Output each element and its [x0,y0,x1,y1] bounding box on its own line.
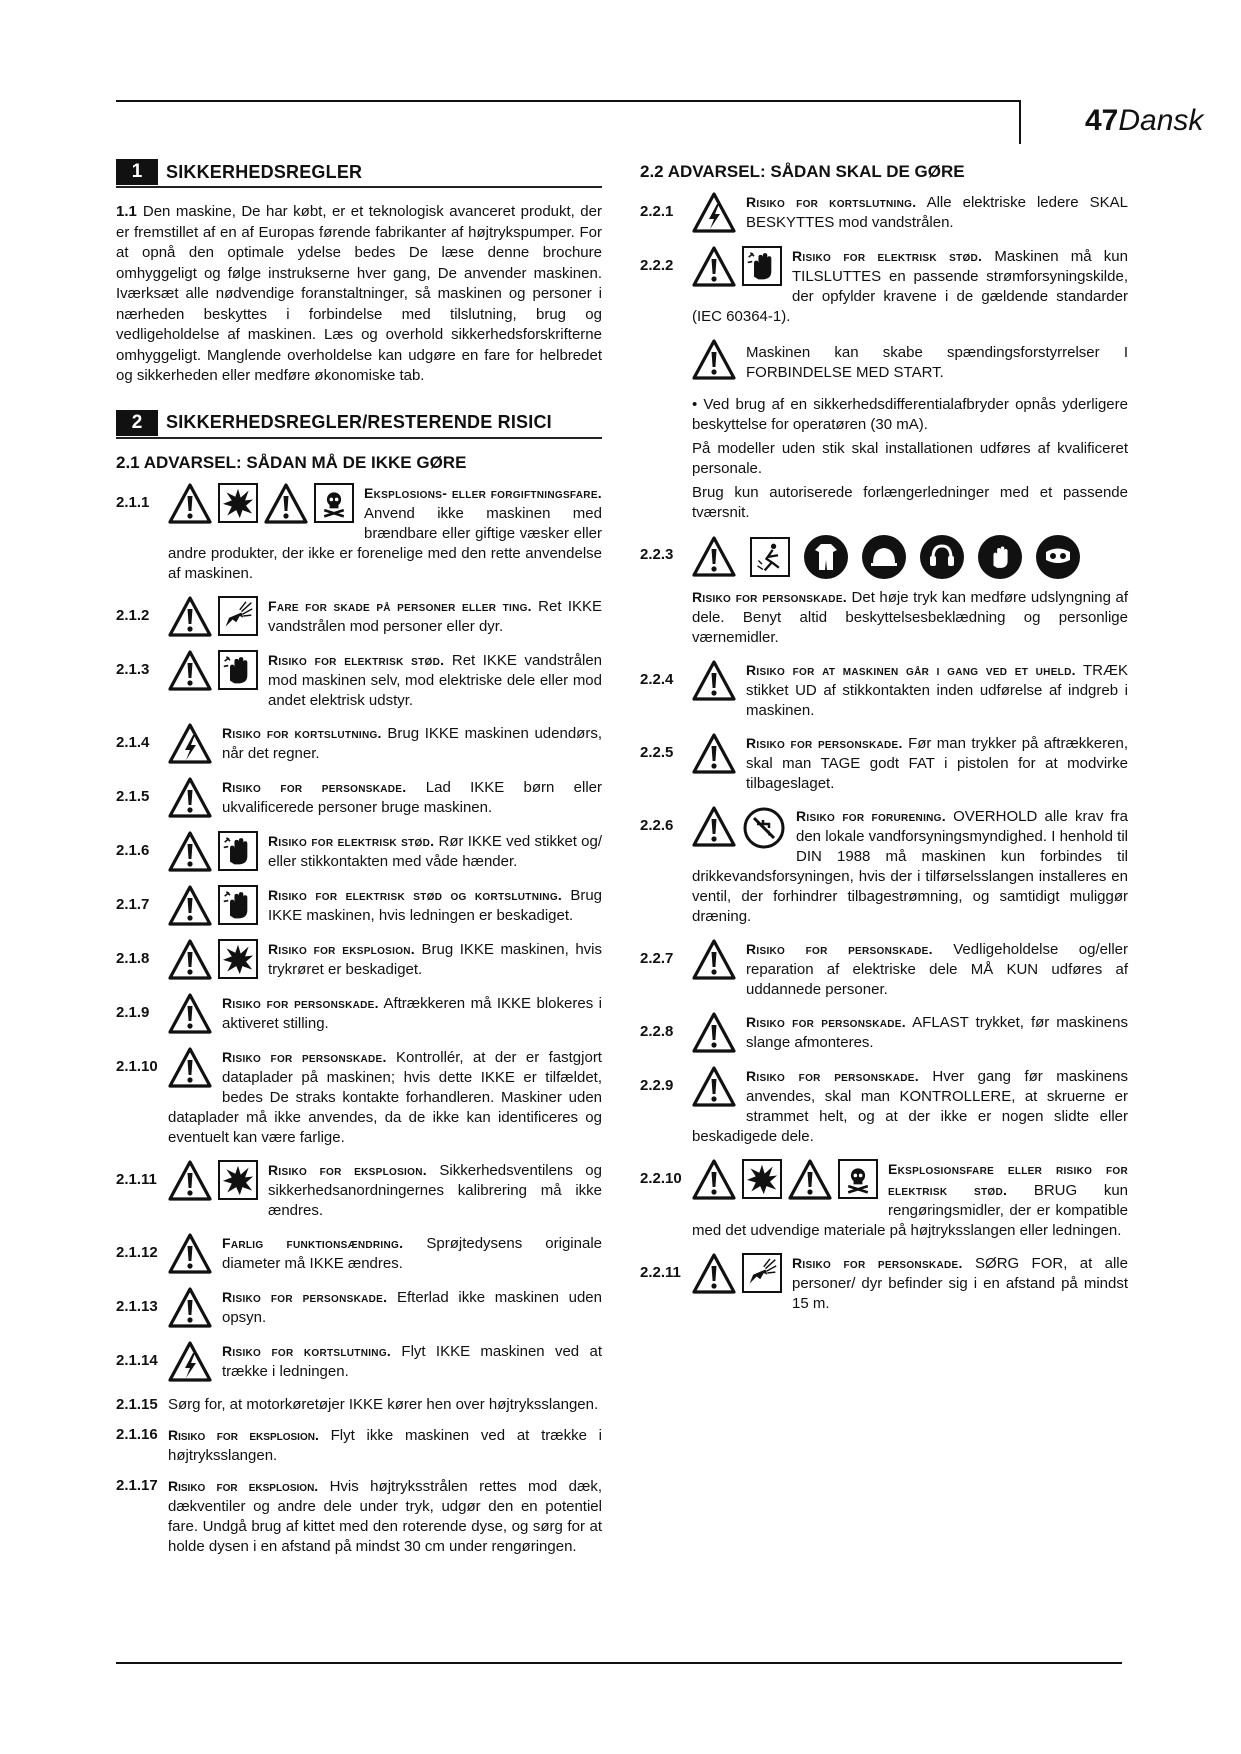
item-text: Rør IKKE ved stikket og/ eller stikkontakten med våde hænder. [268,832,602,870]
item-text: Alle elektriske ledere SKAL BESKYTTES mod vandstrålen. [746,194,1128,231]
plain-item [116,1425,602,1466]
warning-triangle-icon [692,939,736,981]
item-number: 2.1.5 [116,787,150,805]
left-column [116,158,602,1567]
warning-item [116,723,602,765]
warning-triangle-icon [264,483,308,525]
header-rule [116,100,1021,102]
note-line: På modeller uden stik skal installationen udføres af kvalificeret personale. [692,440,1128,477]
item-heading: Risiko for kortslutning. [746,194,917,210]
item-text: Sprøjtedysens originale diameter må IKKE ændres. [222,1234,602,1272]
no-drinking-water-icon [742,806,786,850]
voltage-note [640,339,1128,383]
item-heading: Risiko for personskade. [746,1068,919,1084]
item-text: Flyt IKKE maskinen ved at trække i ledningen. [222,1342,602,1380]
item-heading: Risiko for personskade. [222,1288,388,1305]
warning-triangle-icon [692,806,736,848]
item-heading: Risiko for eksplosion. [268,940,415,957]
item-number: 2.1.11 [116,1170,157,1188]
warning-triangle-icon [692,1066,736,1108]
item-number: 2.2.7 [640,950,674,967]
ppe-item [640,535,1128,648]
item-number: 2.1.9 [116,1003,150,1021]
warning-triangle-icon [168,1233,212,1275]
section-2-heading [116,409,602,439]
item-number: 2.2.8 [640,1023,674,1040]
warning-item [116,1160,602,1221]
intro-label: 1.1 [116,203,137,220]
item-number: 2.1.6 [116,841,150,859]
toxic-skull-icon [838,1159,878,1199]
warning-triangle-icon [168,650,212,692]
subsection-2-1-title: 2.1 ADVARSEL: SÅDAN MÅ DE IKKE GØRE [116,452,467,472]
warning-triangle-icon [168,596,212,638]
item-text: Flyt ikke maskinen ved at trække i højtryksslangen. [168,1426,603,1464]
warning-item [116,483,602,584]
item-number: 2.1.8 [116,949,150,967]
plain-item [116,1476,602,1557]
item-text: Før man trykker på aftrækkeren, skal man TAGE godt FAT i pistolen for at modvirke tilbageslaget. [746,735,1128,792]
item-heading: Risiko for kortslutning. [222,1342,392,1359]
warning-item [640,939,1128,1000]
electric-warning-icon [168,723,212,765]
item-number: 2.2.4 [640,671,674,688]
item-heading: Risiko for personskade. [222,778,407,795]
item-text: Hver gang før maskinens anvendes, skal man KONTROLLERE, at skruerne er strammet helt, og at der ikke er nogen slidte eller beskadigede dele. [692,1068,1128,1145]
warning-triangle-icon [788,1159,832,1201]
subsection-2-2-title: 2.2 ADVARSEL: SÅDAN SKAL DE GØRE [640,162,965,181]
item-number: 2.2.1 [640,203,674,220]
item-heading: Risiko for personskade. [746,735,903,751]
warning-triangle-icon [168,885,212,927]
electric-hand-icon [218,650,258,690]
note-line: Brug kun autoriserede forlængerledninger med et passende tværsnit. [692,484,1128,521]
warning-triangle-icon [692,1159,736,1201]
plain-item [116,1395,602,1415]
item-heading: Risiko for eksplosion. [268,1161,427,1178]
footer-rule [116,1662,1122,1664]
item-heading: Farlig funktionsændring. [222,1234,404,1251]
protective-clothing-icon [804,535,848,579]
item-number: 2.1.16 [116,1425,158,1443]
item-number: 2.1.15 [116,1395,158,1413]
section-1-title: SIKKERHEDSREGLER [166,161,363,182]
electric-hand-icon [742,246,782,286]
item-heading: Risiko for personskade. [222,994,379,1011]
section-1-heading [116,158,602,188]
item-number: 2.2.3 [640,546,674,563]
item-text: Efterlad ikke maskinen uden opsyn. [222,1288,602,1326]
item-heading: Risiko for forurening. [796,808,946,824]
item-heading: Eksplosionsfare eller risiko for elektrisk stød. [888,1161,1128,1198]
electric-hand-icon [218,831,258,871]
item-text: OVERHOLD alle krav fra den lokale vandforsyningsmyndighed. I henhold til DIN 1988 må maskinen kun forbindes til drikkevandsforsyningen, hvis der i tilførselsslangen installeres en ventil, der forhindrer tilbagestrømning, og samtidigt muliggør dræning. [692,808,1129,925]
page-language: Dansk [1118,104,1204,137]
warning-triangle-icon [692,339,736,381]
item-text: Sørg for, at motorkøretøjer IKKE kører hen over højtryksslangen. [168,1395,599,1413]
item-number: 2.1.2 [116,606,150,624]
explosion-icon [742,1159,782,1199]
item-number: 2.1.7 [116,895,150,913]
item-text: Aftrækkeren må IKKE blokeres i aktiveret stilling. [222,994,602,1032]
item-text: Maskinen må kun TILSLUTTES en passende strømforsyningskilde, der opfylder kravene i de gældende standarder (IEC 60364-1). [692,248,1128,325]
warning-item [640,1253,1128,1314]
item-number: 2.2.11 [640,1264,681,1281]
item-number: 2.2.6 [640,817,674,834]
item-text: Ret IKKE vandstrålen mod personer eller dyr. [268,597,602,635]
item-number: 2.1.3 [116,660,150,678]
item-heading: Risiko for elektrisk stød. [268,651,445,668]
toxic-skull-icon [314,483,354,523]
ppe-icons [692,535,1128,579]
warning-item [640,806,1128,927]
warning-item [640,1159,1128,1241]
warning-triangle-icon [168,777,212,819]
warning-triangle-icon [692,246,736,288]
warning-triangle-icon [692,660,736,702]
item-heading: Risiko for elektrisk stød og kortslutning. [268,886,563,903]
warning-item [640,733,1128,794]
item-heading: Risiko for elektrisk stød. [792,248,983,264]
warning-item [640,246,1128,327]
intro-text: Den maskine, De har købt, er et teknologisk avanceret produkt, der er fremstillet af en af Europas førende fabrikanter af højtrykspumper. For at opnå den optimale ydelse bedes De læse denne brochure omhyggeligt og følge instrukserne hver gang, De anvender maskinen. Iværksæt alle nødvendige foranstaltninger, så maskinen og personer i nærheden beskyttes i forbindelse med tilslutning, brug og vedligeholdelse af maskinen. Læs og overhold sikkerhedsforskrifterne omhyggeligt. Manglende overholdelse kan udgøre en fare for helbredet og sikkerheden eller medføre økonomiske tab. [116,203,602,384]
item-number: 2.1.1 [116,493,150,511]
electrical-notes [640,395,1128,523]
item-heading: Eksplosions- eller forgiftningsfare. [364,484,602,501]
warning-triangle-icon [692,733,736,775]
item-text: Brug IKKE maskinen, hvis ledningen er beskadiget. [268,886,602,924]
item-heading: Risiko for kortslutning. [222,724,382,741]
warning-item [640,192,1128,234]
water-jet-icon [742,1253,782,1293]
item-number: 2.2.5 [640,744,674,761]
item-text: Vedligeholdelse og/eller reparation af elektriske dele MÅ KUN udføres af uddannede personer. [746,941,1128,998]
item-heading: Risiko for eksplosion. [168,1477,319,1494]
item-number: 2.1.17 [116,1476,158,1494]
item-heading: Risiko for personskade. [692,589,847,605]
page-number: 47 [1085,104,1119,137]
electric-hand-icon [218,885,258,925]
warning-triangle-icon [692,1253,736,1295]
item-number: 2.1.13 [116,1297,158,1315]
warning-item [116,596,602,638]
warning-triangle-icon [168,1160,212,1202]
item-text: Det høje tryk kan medføre udslyngning af dele. Benyt altid beskyttelsesbeklædning og personlige værnemidler. [692,589,1128,646]
ear-protection-icon [920,535,964,579]
item-text: Ret IKKE vandstrålen mod maskinen selv, mod elektriske dele eller mod andet elektrisk udstyr. [268,651,602,709]
water-jet-icon [218,596,258,636]
item-text: AFLAST trykket, før maskinens slange afmonteres. [746,1014,1128,1051]
explosion-icon [218,1160,258,1200]
explosion-icon [218,939,258,979]
warning-item [640,660,1128,721]
item-text: TRÆK stikket UD af stikkontakten inden udførelse af indgreb i maskinen. [746,662,1128,719]
gloves-icon [978,535,1022,579]
section-2-number: 2 [116,410,158,436]
section-1-number: 1 [116,159,158,185]
warning-item [640,1012,1128,1054]
item-number: 2.2.9 [640,1077,674,1094]
warning-item [116,831,602,873]
item-heading: Risiko for elektrisk stød. [268,832,435,849]
intro-paragraph [116,202,602,387]
warning-item [116,993,602,1035]
section-2-title: SIKKERHEDSREGLER/RESTERENDE RISICI [166,412,552,432]
item-number: 2.2.10 [640,1170,682,1187]
right-column [640,158,1128,1326]
warning-item [116,885,602,927]
helmet-icon [862,535,906,579]
item-text: SØRG FOR, at alle personer/ dyr befinder sig i en afstand på mindst 15 m. [792,1255,1128,1312]
item-heading: Risiko for eksplosion. [168,1426,319,1443]
item-number: 2.1.4 [116,733,150,751]
item-text: Sikkerhedsventilens og sikkerhedsanordningernes kalibrering må ikke ændres. [268,1161,602,1219]
item-heading: Risiko for personskade. [746,941,933,957]
item-heading: Risiko for personskade. [746,1014,906,1030]
goggles-icon [1036,535,1080,579]
item-heading: Fare for skade på personer eller ting. [268,597,532,614]
warning-item [116,1047,602,1148]
warning-triangle-icon [692,536,736,578]
warning-triangle-icon [168,831,212,873]
flying-parts-icon [750,537,790,577]
item-text: Lad IKKE børn eller ukvalificerede personer bruge maskinen. [222,778,602,816]
warning-triangle-icon [168,1287,212,1329]
item-number: 2.1.10 [116,1057,158,1075]
header-rule-vertical [1019,100,1021,144]
explosion-icon [218,483,258,523]
voltage-note-text: Maskinen kan skabe spændingsforstyrrelser I FORBINDELSE MED START. [746,344,1128,381]
warning-item [640,1066,1128,1147]
warning-item [116,650,602,711]
item-text: Kontrollér, at der er fastgjort dataplader på maskinen; hvis dette IKKE er tilfældet, bedes De straks kontakte forhandleren. Maskiner uden dataplader må ikke anvendes, da de ikke kan identificeres og eventuelt kan være farlige. [168,1048,602,1146]
item-heading: Risiko for personskade. [222,1048,387,1065]
page-header [1085,104,1203,138]
item-number: 2.2.2 [640,257,674,274]
item-heading: Risiko for at maskinen går i gang ved et uheld. [746,662,1076,678]
item-text: BRUG kun rengøringsmidler, der er kompatible med det udvendige materiale på højtryksslangen eller ledningen. [692,1182,1128,1239]
warning-triangle-icon [168,939,212,981]
warning-triangle-icon [168,993,212,1035]
item-text: Hvis højtryksstrålen rettes mod dæk, dækventiler og andre dele under tryk, udgør den en potentiel fare. Undgå brug af kittet med den roterende dyse, og sørg for at holde dysen i en afstand på mindst 30 cm under rengøringen. [168,1477,602,1555]
item-number: 2.1.12 [116,1243,158,1261]
item-heading: Risiko for personskade. [792,1255,963,1271]
warning-triangle-icon [168,1047,212,1089]
warning-item [116,1287,602,1329]
item-text: Brug IKKE maskinen udendørs, når det regner. [222,724,602,762]
electric-warning-icon [168,1341,212,1383]
warning-item [116,939,602,981]
item-text: Brug IKKE maskinen, hvis trykrøret er beskadiget. [268,940,603,978]
warning-item [116,777,602,819]
warning-triangle-icon [692,1012,736,1054]
electric-warning-icon [692,192,736,234]
note-line: • Ved brug af en sikkerhedsdifferentialafbryder opnås yderligere beskyttelse for operatøren (30 mA). [692,396,1128,433]
item-text: Anvend ikke maskinen med brændbare eller giftige væsker eller andre produkter, der ikke er forenelige med den rette anvendelse af maskinen. [168,504,602,582]
warning-item [116,1233,602,1275]
item-number: 2.1.14 [116,1351,158,1369]
warning-triangle-icon [168,483,212,525]
warning-item [116,1341,602,1383]
